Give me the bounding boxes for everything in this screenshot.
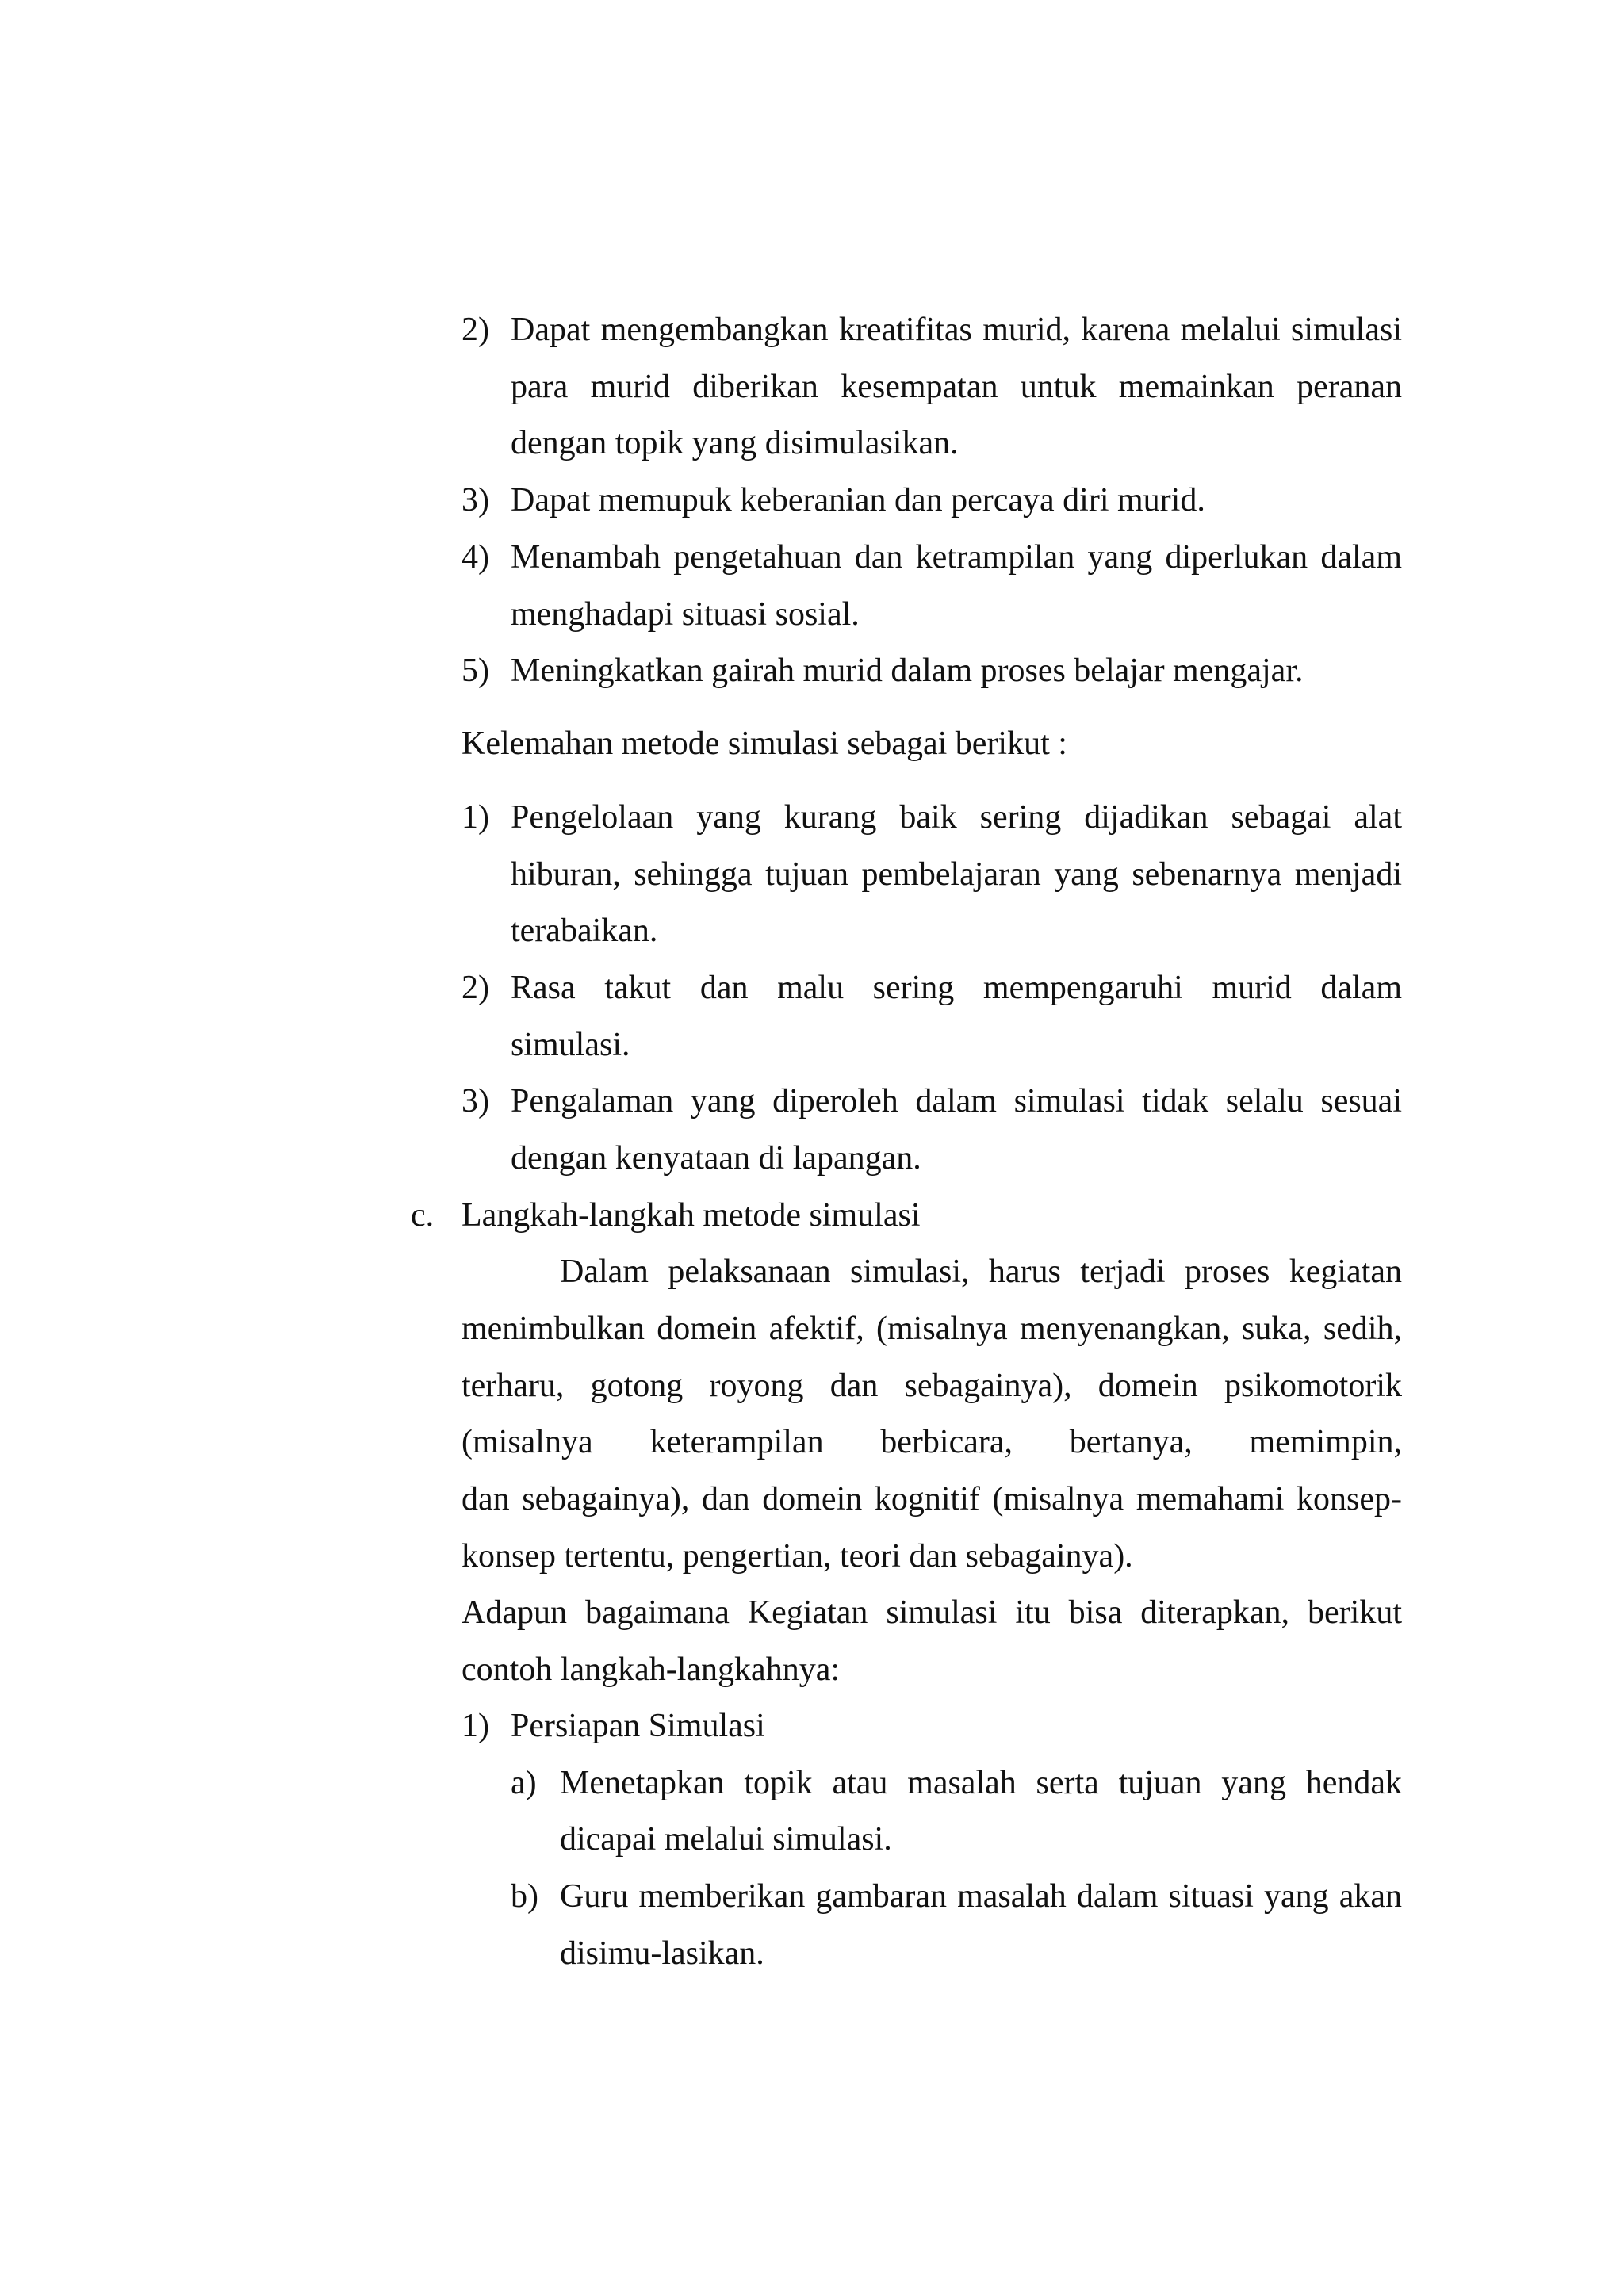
list-item-line: dengan kenyataan di lapangan. xyxy=(511,1140,921,1177)
list-item-line: Pengelolaan yang kurang baik sering dijadikan sebagai alat xyxy=(511,799,1402,836)
list-item-line: Pengalaman yang diperoleh dalam simulasi tidak selalu sesuai xyxy=(511,1083,1402,1119)
section-heading: Langkah-langkah metode simulasi xyxy=(462,1197,921,1234)
list-item-line: para murid diberikan kesempatan untuk memainkan peranan xyxy=(511,369,1402,405)
list-number: 5) xyxy=(462,652,489,689)
paragraph-line: konsep tertentu, pengertian, teori dan sebagainya). xyxy=(462,1538,1133,1575)
section-marker: c. xyxy=(411,1197,435,1234)
step-title: Persiapan Simulasi xyxy=(511,1708,765,1744)
paragraph-line: terharu, gotong royong dan sebagainya), domein psikomotorik xyxy=(462,1368,1402,1404)
list-number: 1) xyxy=(462,799,489,836)
list-item-line: Dapat memupuk keberanian dan percaya diri murid. xyxy=(511,482,1205,519)
sub-list-letter: b) xyxy=(511,1878,538,1915)
list-number: 1) xyxy=(462,1708,489,1744)
paragraph-line: Adapun bagaimana Kegiatan simulasi itu bisa diterapkan, berikut xyxy=(462,1594,1402,1631)
list-number: 2) xyxy=(462,970,489,1006)
sub-list-line: Menetapkan topik atau masalah serta tujuan yang hendak xyxy=(560,1765,1402,1801)
sub-list-line: disimu-lasikan. xyxy=(560,1935,764,1972)
paragraph-line: Dalam pelaksanaan simulasi, harus terjadi proses kegiatan xyxy=(560,1253,1402,1290)
weakness-intro: Kelemahan metode simulasi sebagai berikut : xyxy=(462,725,1067,762)
list-item-line: Dapat mengembangkan kreatifitas murid, karena melalui simulasi xyxy=(511,312,1402,348)
list-item-line: hiburan, sehingga tujuan pembelajaran yang sebenarnya menjadi xyxy=(511,856,1402,893)
list-number: 4) xyxy=(462,539,489,576)
sub-list-line: dicapai melalui simulasi. xyxy=(560,1821,892,1858)
list-item-line: Rasa takut dan malu sering mempengaruhi murid dalam xyxy=(511,970,1402,1006)
list-item-line: simulasi. xyxy=(511,1027,630,1063)
sub-list-line: Guru memberikan gambaran masalah dalam situasi yang akan xyxy=(560,1878,1402,1915)
list-number: 2) xyxy=(462,312,489,348)
list-item-line: menghadapi situasi sosial. xyxy=(511,596,860,633)
list-item-line: terabaikan. xyxy=(511,913,658,949)
list-item-line: Meningkatkan gairah murid dalam proses belajar mengajar. xyxy=(511,652,1304,689)
list-item-line: Menambah pengetahuan dan ketrampilan yang diperlukan dalam xyxy=(511,539,1402,576)
sub-list-letter: a) xyxy=(511,1765,537,1801)
list-number: 3) xyxy=(462,482,489,519)
paragraph-line: contoh langkah-langkahnya: xyxy=(462,1651,841,1688)
paragraph-line: menimbulkan domein afektif, (misalnya menyenangkan, suka, sedih, xyxy=(462,1311,1402,1347)
list-number: 3) xyxy=(462,1083,489,1119)
paragraph-line: dan sebagainya), dan domein kognitif (misalnya memahami konsep- xyxy=(462,1481,1402,1517)
list-item-line: dengan topik yang disimulasikan. xyxy=(511,425,959,461)
paragraph-line: (misalnya keterampilan berbicara, bertanya, memimpin, xyxy=(462,1424,1402,1460)
